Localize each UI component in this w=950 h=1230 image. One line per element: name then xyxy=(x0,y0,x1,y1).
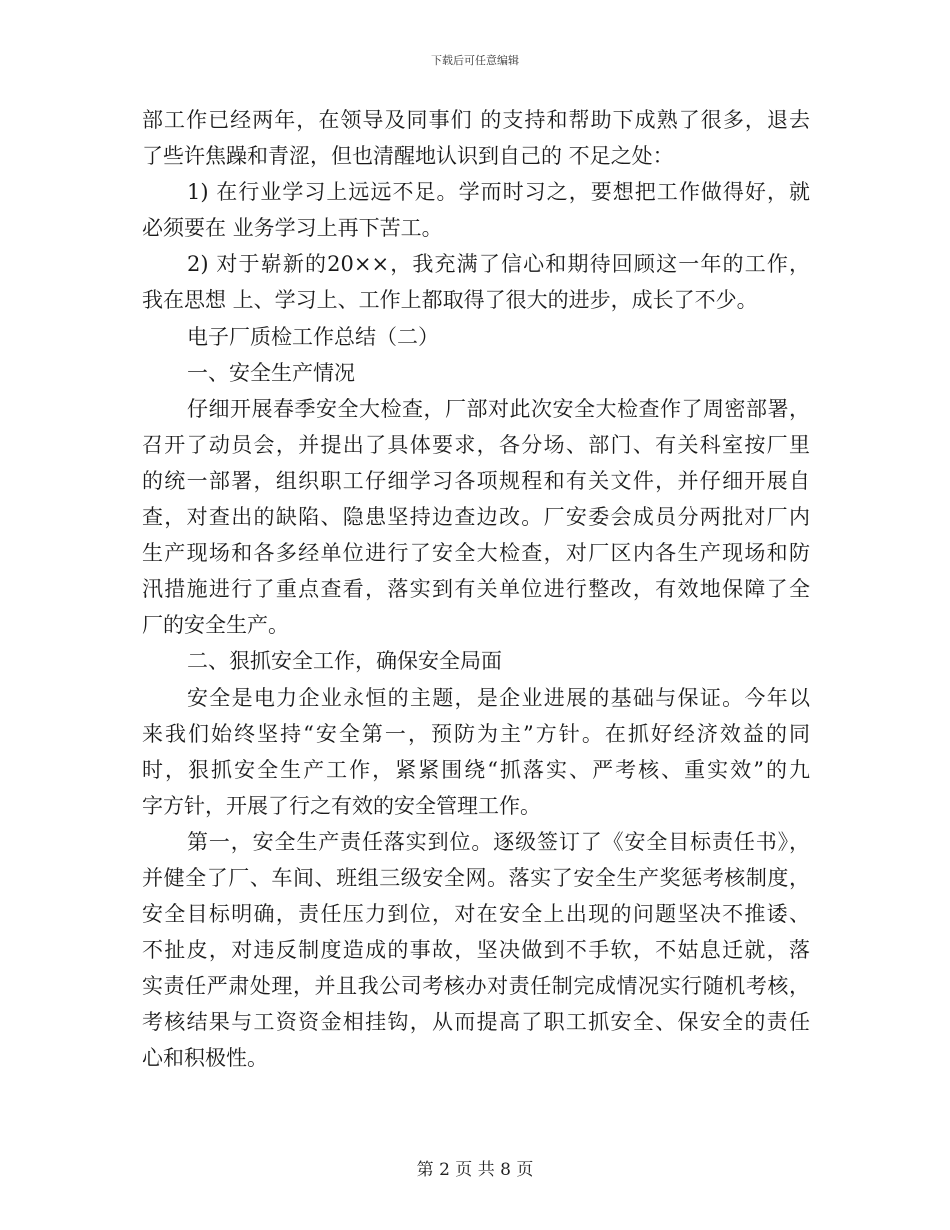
text-line: 实责任严肃处理，并且我公司考核办对责任制完成情况实行随机考核， xyxy=(142,974,810,999)
text-line: 第一，安全生产责任落实到位。逐级签订了《安全目标责任书》， xyxy=(187,829,810,854)
page-header: 下载后可任意编辑 xyxy=(431,54,519,67)
text-line: 1) 在行业学习上远远不足。学而时习之，要想把工作做得好，就 xyxy=(187,180,810,205)
text-line: 了些许焦躁和青涩，但也清醒地认识到自己的 不足之处： xyxy=(142,144,674,169)
text-line: 查，对查出的缺陷、隐患坚持边查边改。厂安委会成员分两批对厂内 xyxy=(142,505,810,530)
text-line: 考核结果与工资资金相挂钩，从而提高了职工抓安全、保安全的责任 xyxy=(142,1010,810,1035)
text-line: 一、安全生产情况 xyxy=(187,360,355,385)
text-line: 厂的安全生产。 xyxy=(142,613,289,638)
text-line: 不扯皮，对违反制度造成的事故，坚决做到不手软，不姑息迁就，落 xyxy=(142,938,810,963)
text-line: 并健全了厂、车间、班组三级安全网。落实了安全生产奖惩考核制度， xyxy=(142,865,810,890)
text-line: 生产现场和各多经单位进行了安全大检查，对厂区内各生产现场和防 xyxy=(142,541,810,566)
text-line: 二、狠抓安全工作，确保安全局面 xyxy=(187,649,502,674)
text-line: 心和积极性。 xyxy=(142,1046,268,1071)
text-line: 我在思想 上、学习上、工作上都取得了很大的进步，成长了不少。 xyxy=(142,288,758,313)
text-line: 汛措施进行了重点查看，落实到有关单位进行整改，有效地保障了全 xyxy=(142,577,810,602)
text-line: 时，狠抓安全生产工作，紧紧围绕“抓落实、严考核、重实效”的九 xyxy=(142,757,810,782)
text-line: 2) 对于崭新的20××，我充满了信心和期待回顾这一年的工作， xyxy=(187,252,810,277)
text-line: 的统一部署，组织职工仔细学习各项规程和有关文件，并仔细开展自 xyxy=(142,468,810,493)
text-line: 安全目标明确，责任压力到位，对在安全上出现的问题坚决不推诿、 xyxy=(142,902,810,927)
text-line: 必须要在 业务学习上再下苦工。 xyxy=(142,216,443,241)
text-line: 召开了动员会，并提出了具体要求，各分场、部门、有关科室按厂里 xyxy=(142,432,810,457)
document-body xyxy=(142,102,810,1077)
text-line: 字方针，开展了行之有效的安全管理工作。 xyxy=(142,793,541,818)
text-line: 电子厂质检工作总结（二） xyxy=(187,324,439,349)
page-number: 第 2 页 共 8 页 xyxy=(416,1160,534,1180)
text-line: 来我们始终坚持“安全第一，预防为主”方针。在抓好经济效益的同 xyxy=(142,721,810,746)
text-line: 仔细开展春季安全大检查，厂部对此次安全大检查作了周密部署， xyxy=(187,396,810,421)
text-line: 部工作已经两年，在领导及同事们 的支持和帮助下成熟了很多，退去 xyxy=(142,108,810,132)
text-line: 安全是电力企业永恒的主题，是企业进展的基础与保证。今年以 xyxy=(187,685,810,710)
